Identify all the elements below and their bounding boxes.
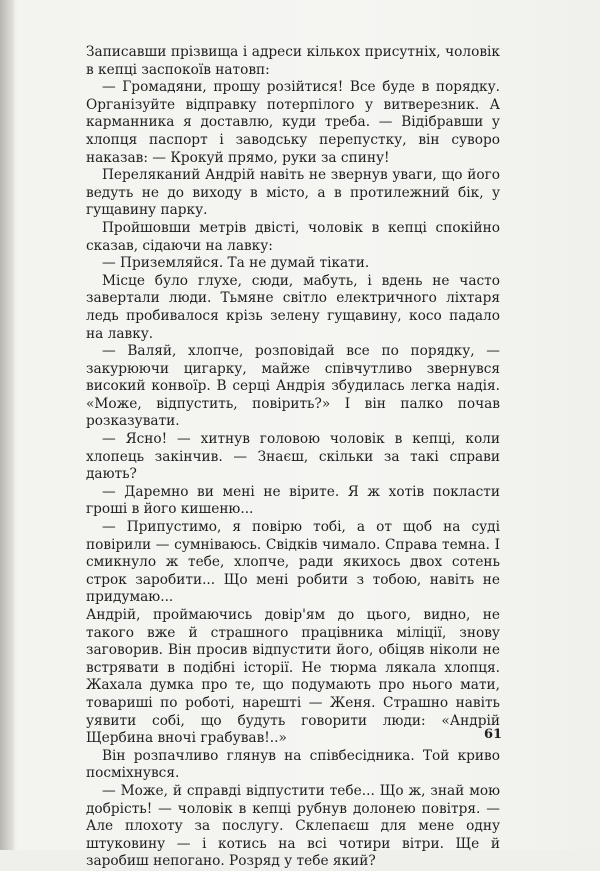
paragraph: Андрій, проймаючись довір'ям до цього, видно, не такого вже й страшного працівника міліції, знову заговорив. Він просив відпустити його, обіцяв ніколи не встрявати в подібні історії. Не тюрма лякала хлопця. Жахала думка про те, що подумають про нього мати, товариші по роботі, нарешті — Женя. Страшно навіть уявити собі, що будуть говорити люди: «Андрій Щербина вночі грабував!..» xyxy=(86,607,500,747)
paragraph: — Приземляйся. Та не думай тікати. xyxy=(102,255,370,272)
paragraph: — Припустимо, я повірю тобі, а от щоб на суді повірили — сумніваюсь. Свідків чимало. Справа темна. І смикнуло ж тебе, хлопче, ради якихось двох сотень строк заробити... Що мені робити з тобою, навіть не придумаю... xyxy=(86,519,500,606)
paragraph: Місце було глухе, сюди, мабуть, і вдень не часто завертали люди. Тьмяне світло електричного ліхтаря ледь пробивалося крізь зелену гущавину, косо падало на лавку. xyxy=(86,272,500,342)
paragraph: — Може, й справді відпустити тебе... Що ж, знай мою добрість! — чоловік в кепці рубнув долонею повітря. — Але плохоту за послугу. Склепаєш для мене одну штуковину — і котись на всі чотири вітри. Ще й заробиш непогано. Розряд у тебе який? xyxy=(86,782,500,870)
paragraph: Записавши прізвища і адреси кількох присутніх, чоловік в кепці заспокоїв натовп: xyxy=(86,44,500,78)
paragraph: Переляканий Андрій навіть не звернув уваги, що його ведуть не до виходу в місто, а в протилежний бік, у гущавину парку. xyxy=(86,167,500,219)
paragraph: — Ясно! — хитнув головою чоловік в кепці, коли хлопець закінчив. — Знаєш, скільки за такі справи дають? xyxy=(86,431,500,483)
paragraph: Він розпачливо глянув на співбесідника. Той криво посміхнувся. xyxy=(86,747,500,782)
book-spine-shadow xyxy=(0,0,14,850)
page-text xyxy=(86,44,503,871)
paragraph: — Громадяни, прошу розійтися! Все буде в порядку. Організуйте відправку потерпілого у витверезник. А карманника я доставлю, куди треба. — Відібравши у хлопця паспорт і заводську перепустку, він суворо наказав: — Крокуй прямо, руки за спину! xyxy=(86,79,500,166)
paragraph: — Валяй, хлопче, розповідай все по порядку, — закурюючи цигарку, майже співчутливо звернувся високий конвоїр. В серці Андрія збудилась легка надія. «Може, відпустить, повірить?» І він палко почав розказувати. xyxy=(86,343,500,430)
paragraph: — Даремно ви мені не вірите. Я ж хотів покласти гроші в його кишеню... xyxy=(86,483,500,518)
page-number: 61 xyxy=(484,727,503,742)
paragraph: Пройшовши метрів двісті, чоловік в кепці спокійно сказав, сідаючи на лавку: xyxy=(86,219,500,254)
